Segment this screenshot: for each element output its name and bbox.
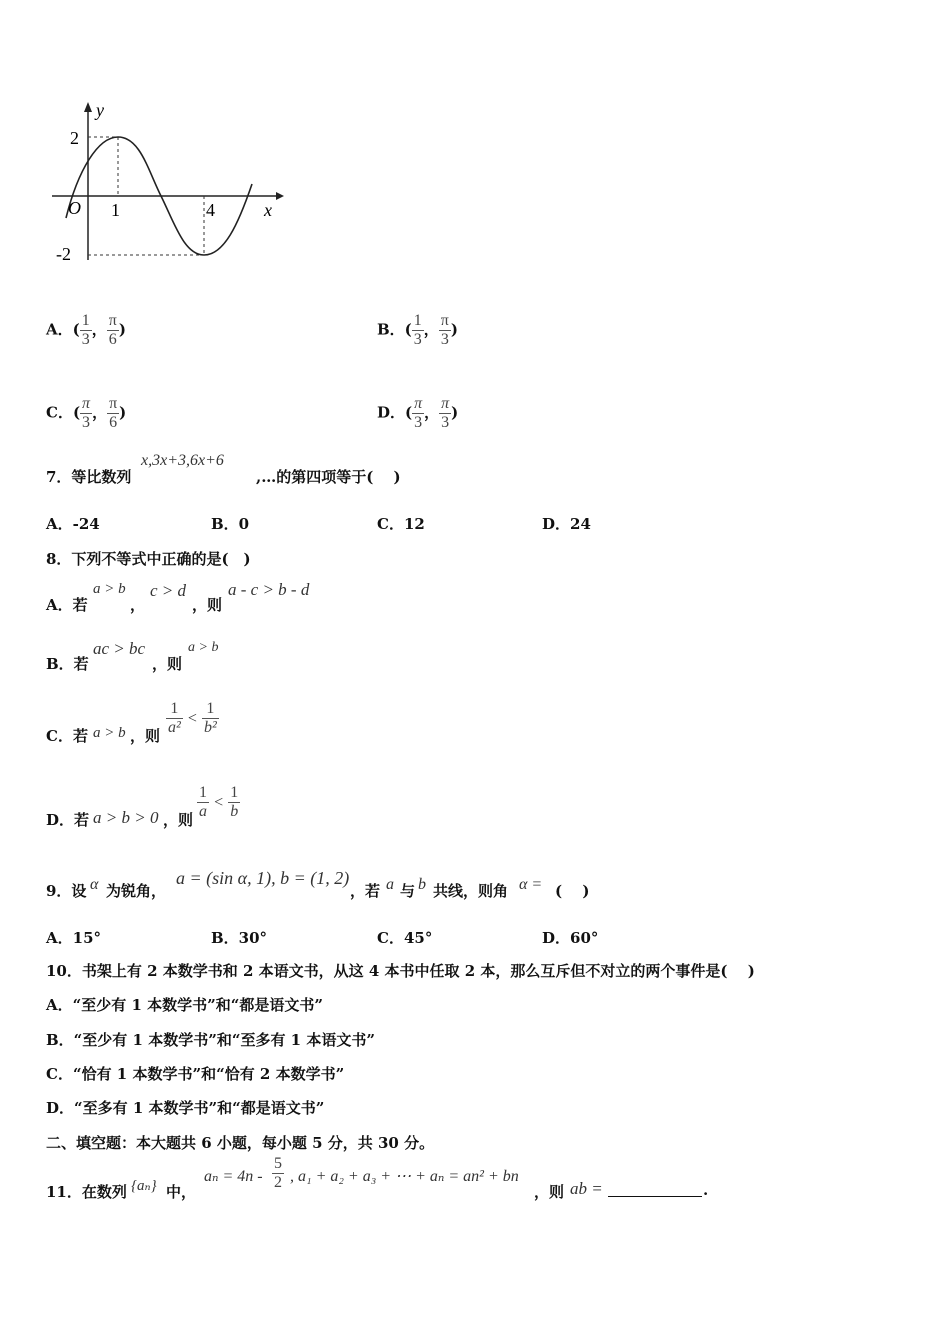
q11-period: .	[703, 1181, 709, 1199]
q10-option-a[interactable]: A．“至少有 1 本数学书”和“都是语文书”	[46, 996, 324, 1014]
q6-option-b[interactable]	[377, 312, 458, 349]
q9-vec: a = (sin α, 1), b = (1, 2)	[176, 868, 350, 888]
origin-label: O	[68, 198, 81, 218]
q10-option-b[interactable]: B．“至少有 1 本数学书”和“至多有 1 本语文书”	[46, 1031, 375, 1049]
q8-d-frac1: $\frac{1}{a}$	[199, 784, 207, 820]
q9-va: a	[386, 876, 394, 893]
y-axis-arrow	[84, 102, 92, 112]
q9-option-d[interactable]: D．60°	[542, 929, 599, 947]
q8-stem: 8．下列不等式中正确的是( )	[46, 550, 251, 568]
q7-option-a[interactable]: A．-24	[46, 515, 100, 533]
q8-c-c1: ，则	[130, 727, 161, 745]
q6-option-c[interactable]	[46, 395, 126, 432]
q10-option-c[interactable]: C．“恰有 1 本数学书”和“恰有 2 本数学书”	[46, 1065, 345, 1083]
q6-d-label: D．(	[377, 403, 413, 422]
q6-a-frac1: $\frac{1}{3}$	[81, 312, 90, 348]
q9-pre: 9．设	[46, 882, 87, 900]
q6-b-close: )	[450, 320, 458, 339]
q11-ab: ab =	[570, 1179, 603, 1198]
q6-c-sep: ，	[92, 403, 108, 422]
q11-frac-num: 5	[274, 1155, 282, 1172]
q9-mid2: ，若	[350, 882, 381, 900]
q8-c-frac2: $\frac{1}{\text{b²}}$	[204, 700, 217, 736]
q9-alpha-eq: α =	[519, 876, 543, 893]
q8-d-frac2: $\frac{1}{b}$	[230, 784, 239, 820]
q8-b-pre[interactable]: B．若	[46, 655, 89, 673]
q6-b-frac1: $\frac{1}{3}$	[413, 312, 422, 348]
q8-d-c1: ，则	[163, 811, 194, 829]
q9-option-a[interactable]: A．15°	[46, 929, 102, 947]
q7-option-d[interactable]: D．24	[542, 515, 591, 533]
q11-answer-blank[interactable]	[608, 1182, 702, 1201]
tick-label-4: 4	[206, 200, 215, 220]
q8-b-e1: ac > bc	[93, 639, 146, 658]
tick-label-neg2: -2	[56, 244, 71, 264]
q9-option-c[interactable]: C．45°	[377, 929, 433, 947]
q8-d-e1: a > b > 0	[93, 808, 159, 827]
q8-a-e2: c > d	[150, 581, 187, 600]
q6-a-label: A．(	[46, 320, 80, 339]
q8-c-frac1: $\frac{1}{\text{a²}}$	[168, 700, 181, 736]
q7-option-c[interactable]: C．12	[377, 515, 425, 533]
q6-a-sep: ，	[91, 320, 107, 339]
sine-graph	[48, 100, 288, 270]
q6-c-frac2: $\frac{\pi}{6}$	[109, 395, 118, 431]
q8-a-c2: ，则	[192, 596, 223, 614]
q7-expr: x,3x+3,6x+6	[141, 452, 224, 469]
q9-mid1: 为锐角，	[106, 882, 167, 900]
q8-c-lt: <	[187, 710, 197, 727]
q8-a-c1: ，	[130, 596, 146, 614]
q11-frac	[272, 1155, 284, 1192]
q6-c-close: )	[119, 403, 127, 422]
q8-d-pre[interactable]: D．若	[46, 811, 90, 829]
q6-a-close: )	[118, 320, 126, 339]
q7-option-b[interactable]: B．0	[211, 515, 250, 533]
tick-label-2: 2	[70, 128, 79, 148]
q6-c-label: C．(	[46, 403, 81, 422]
q6-a-frac2: $\frac{\pi}{6}$	[108, 312, 117, 348]
q8-c-fracs	[166, 700, 219, 737]
q6-b-label: B．(	[377, 320, 412, 339]
q6-d-sep: ，	[424, 403, 440, 422]
q11-e1: aₙ = 4n -	[204, 1168, 263, 1185]
q10-option-d[interactable]: D．“至多有 1 本数学书”和“都是语文书”	[46, 1099, 325, 1117]
q11-frac-den: 2	[274, 1174, 282, 1191]
q11-pre: 11．在数列	[46, 1183, 127, 1201]
tick-label-1: 1	[111, 200, 120, 220]
q11-e2: , a₁ + a₂ + a₃ + ⋯ + aₙ = an² + bn	[290, 1168, 519, 1185]
q7-suffix: ,…的第四项等于( )	[256, 468, 401, 486]
q8-a-e3: a - c > b - d	[228, 580, 310, 599]
q11-seq: {aₙ}	[131, 1178, 157, 1194]
q9-end: ( )	[555, 882, 590, 900]
q6-d-frac1: $\frac{\pi}{3}$	[414, 395, 423, 431]
y-axis-label: y	[96, 100, 104, 120]
q6-b-sep: ，	[423, 320, 439, 339]
q9-mid3: 共线，则角	[433, 882, 509, 900]
q6-option-a[interactable]	[46, 312, 126, 349]
q8-c-e1: a > b	[93, 725, 126, 741]
q10-stem: 10．书架上有 2 本数学书和 2 本语文书，从这 4 本书中任取 2 本，那么互斥但不对立的两个事件是( )	[46, 962, 755, 980]
q9-vb: b	[418, 876, 426, 893]
q8-d-lt: <	[214, 794, 224, 811]
q8-b-c1: ，则	[152, 655, 183, 673]
q11-mid: 中，	[166, 1183, 197, 1201]
q9-yu: 与	[400, 882, 416, 900]
q6-option-d[interactable]	[377, 395, 458, 432]
q6-c-frac1: $\frac{\pi}{3}$	[82, 395, 91, 431]
q8-a-pre[interactable]: A．若	[46, 596, 88, 614]
x-axis-label: x	[264, 200, 272, 220]
q11-then: ，则	[534, 1183, 565, 1201]
q8-a-e1: a > b	[93, 581, 126, 597]
q9-alpha: α	[90, 876, 99, 893]
q6-d-close: )	[451, 403, 459, 422]
q8-d-fracs	[197, 784, 240, 821]
x-axis-arrow	[276, 192, 284, 200]
q9-option-b[interactable]: B．30°	[211, 929, 268, 947]
q6-b-frac2: $\frac{\pi}{3}$	[440, 312, 449, 348]
q8-b-e2: a > b	[188, 640, 219, 655]
q7-prefix: 7．等比数列	[46, 468, 132, 486]
q7-stem	[46, 466, 131, 487]
q8-c-pre[interactable]: C．若	[46, 727, 88, 745]
section2-title: 二、填空题：本大题共 6 小题，每小题 5 分，共 30 分。	[46, 1134, 435, 1152]
q6-d-frac2: $\frac{\pi}{3}$	[441, 395, 450, 431]
